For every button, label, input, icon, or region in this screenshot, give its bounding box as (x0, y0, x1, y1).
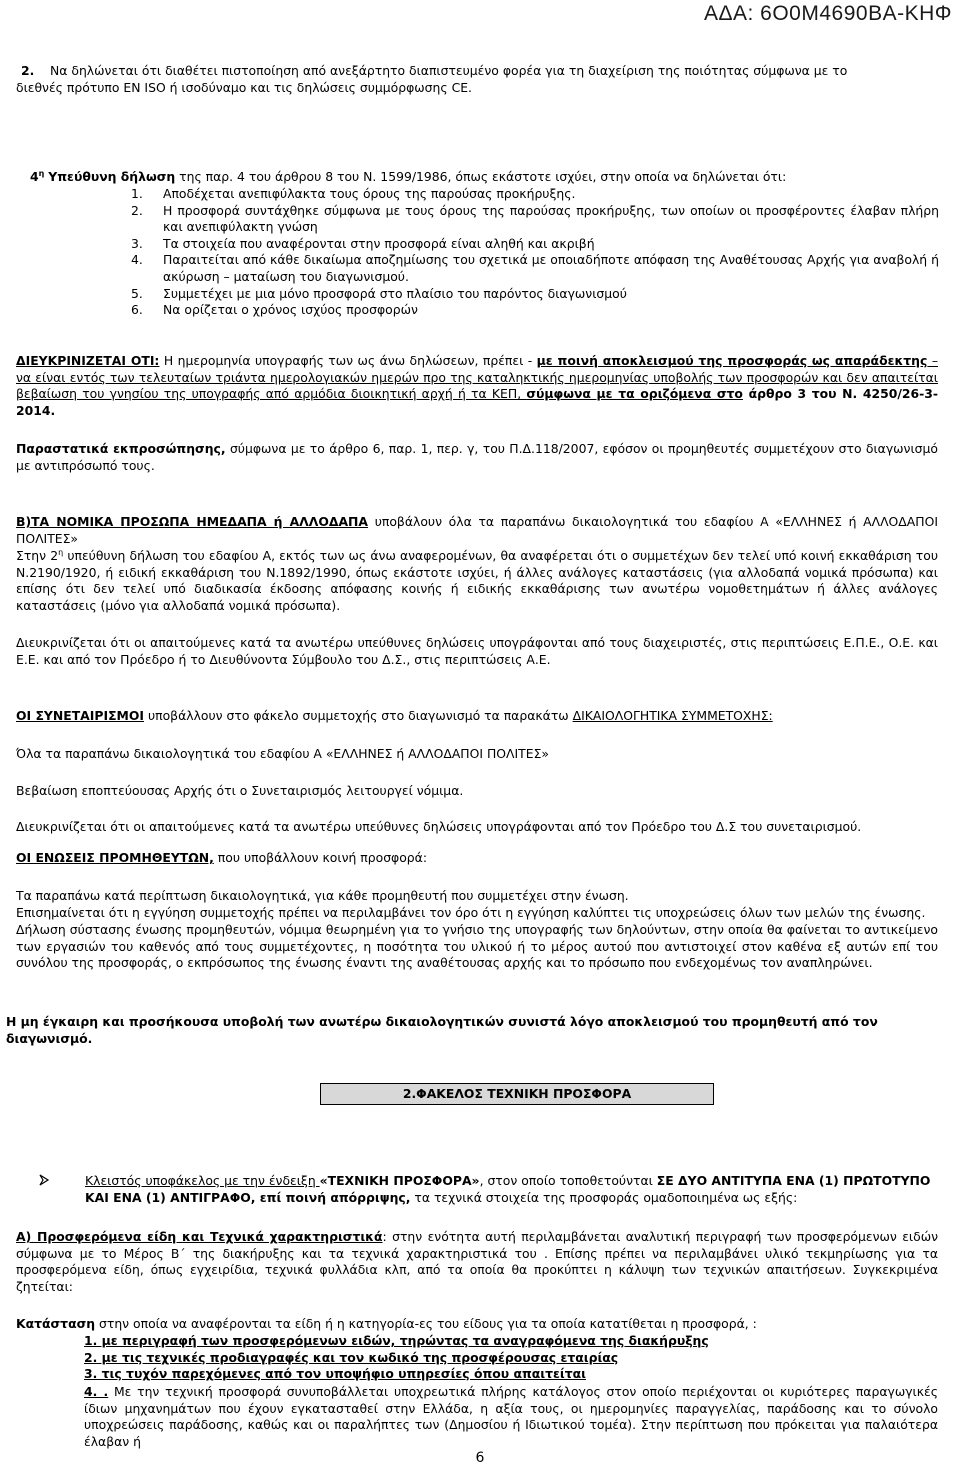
legal-entities-declaration: Στην $2^\eta$ υπεύθυνη δήλωση του εδαφίου Α, εκτός των ως άνω αναφερομένων, θα αναφέρεται ότι ο συμμετέχων δεν τελεί υπό κοινή εκκαθάριση του Ν.2190/1920, ή ειδική εκκαθάριση του Ν.1892/1990, όπως εκάστοτε ισχύει, ή άλλες ανάλογες καταστάσεις (για αλλοδαπά νομικά πρόσωπα) και επίσης ότι δεν τελεί υπό διαδικασία έκδοσης απόφασης κοινής ή ειδικής εκκαθάρισης των ανωτέρω νομοθετημάτων ή άλλες ανάλογες καταστάσεις (μόνο για αλλοδαπά νομικά πρόσωπα). (16, 547, 938, 613)
katastasi-item-4: 4. . Με την τεχνική προσφορά συνυποβάλλεται υποχρεωτικά πλήρης κατάλογος στον οποίο περιέχονται οι κυριότερες παραγωγικές ίδιων μηχανημάτων που έχουν εγκατασταθεί στην Ελλάδα, η αξία τους, οι ημερομηνίες παραγγελίας, παράδοσης και το σύνολο υποχρεώσεις παράδοσης, καθώς και οι παραλήπτες των (Δημοσίου ή Ιδιωτικού τομέα). Στην περίπτωση που πρόκειται για παλαιότερα έλαβαν ή (84, 1384, 938, 1449)
section-a-label: Α) Προσφερόμενα είδη και Τεχνικά χαρακτηριστικά (16, 1229, 383, 1244)
decl-number: 4 (30, 169, 39, 184)
arrow-bullet-icon (38, 1174, 50, 1190)
representation-paragraph: Παραστατικά εκπροσώπησης, σύμφωνα με το άρθρο 6, παρ. 1, περ. γ, του Π.Δ.118/2007, εφόσον οι προμηθευτές συμμετέχουν στο διαγωνισμό με αντιπρόσωπό τους. (16, 441, 938, 473)
katastasi-label: Κατάσταση (16, 1316, 96, 1331)
list-item: 6. Να ορίζεται ο χρόνος ισχύος προσφορών (131, 302, 418, 318)
list-item: 1. με περιγραφή των προσφερόμενων ειδών, τηρώντας τα αναγραφόμενα της διακήρυξης (84, 1333, 709, 1348)
declaration-4-heading (30, 169, 952, 186)
cooperatives-label: ΟΙ ΣΥΝΕΤΑΙΡΙΣΜΟΙ (16, 708, 145, 723)
intro-line1: Να δηλώνεται ότι διαθέτει πιστοποίηση από ανεξάρτητο διαπιστευμένο φορέα για τη διαχείριση της ποιότητας σύμφωνα με το (50, 63, 848, 78)
ada-header-id: ΑΔΑ: 6Ο0Μ4690ΒΑ-ΚΗΦ (703, 2, 952, 25)
cooperatives-p3: Διευκρινίζεται ότι οι απαιτούμενες κατά τα ανωτέρω υπεύθυνες δηλώσεις υπογράφονται από τον Πρόεδρο του Δ.Σ του συνεταιρισμού. (16, 819, 862, 834)
intro-paragraph (16, 63, 938, 96)
page-number: 6 (475, 1450, 485, 1466)
legal-entities-signers: Διευκρινίζεται ότι οι απαιτούμενες κατά τα ανωτέρω υπεύθυνες δηλώσεις υπογράφονται από τους διαχειριστές, στις περιπτώσεις Ε.Π.Ε., Ο.Ε. και Ε.Ε. και από τον Πρόεδρο ή το Διευθύνοντα Σύμβουλο του Δ.Σ., στις περιπτώσεις Α.Ε. (16, 635, 938, 667)
declaration-list (131, 186, 939, 319)
section-a-paragraph: Α) Προσφερόμενα είδη και Τεχνικά χαρακτηριστικά: στην ενότητα αυτή περιλαμβάνεται αναλυτική περιγραφή των προσφερόμενων ειδών σύμφωνα με το Μέρος Β΄ της διακήρυξης και τα τεχνικά χαρακτηριστικά του . Επίσης πρέπει να περιλαμβάνει υλικό τεκμηρίωσης για τα προσφερόμενα είδη, όπως εγχειρίδια, τεχνικά φυλλάδια κλπ, από τα οποία θα προκύπτει η κάλυψη των τεχνικών απαιτήσεων. Συγκεκριμένα ζητείται: (16, 1229, 938, 1294)
list-item: 3. Τα στοιχεία που αναφέρονται στην προσφορά είναι αληθή και ακριβή (131, 235, 595, 251)
clarification-label: ΔΙΕΥΚΡΙΝΙΖΕΤΑΙ ΟΤΙ: (16, 353, 160, 368)
cooperatives-p1: Όλα τα παραπάνω δικαιολογητικά του εδαφίου Α «ΕΛΛΗΝΕΣ ή ΑΛΛΟΔΑΠΟΙ ΠΟΛΙΤΕΣ» (16, 746, 549, 761)
list-item: 2. με τις τεχνικές προδιαγραφές και τον κωδικό της προσφέρουσας εταιρίας (84, 1349, 619, 1365)
legal-entities-label: Β)ΤΑ ΝΟΜΙΚΑ ΠΡΟΣΩΠΑ ΗΜΕΔΑΠΑ ή ΑΛΛΟΔΑΠΑ (16, 514, 369, 529)
list-item: 1. Αποδέχεται ανεπιφύλακτα τους όρους της παρούσας προκήρυξης. (131, 186, 576, 201)
exclusion-notice: Η μη έγκαιρη και προσήκουσα υποβολή των ανωτέρω δικαιολογητικών συνιστά λόγο αποκλεισμού του προμηθευτή από τον διαγωνισμό. (6, 1014, 878, 1046)
representation-label: Παραστατικά εκπροσώπησης, (16, 441, 226, 456)
list-item: 4. Παραιτείται από κάθε δικαίωμα αποζημίωσης του σχετικά με οποιαδήποτε απόφαση της Αναθέτουσας Αρχής για αναβολή ή ακύρωση – ματαίωση του διαγωνισμού. (131, 252, 939, 284)
clarification-paragraph: ΔΙΕΥΚΡΙΝΙΖΕΤΑΙ ΟΤΙ: Η ημερομηνία υπογραφής των ως άνω δηλώσεων, πρέπει - με ποινή αποκλεισμού της προσφοράς ως απαράδεκτης –να είναι εντός των τελευταίων τριάντα ημερολογιακών ημερών προ της καταληκτικής ημερομηνίας υποβολής των προσφορών και δεν απαιτείται βεβαίωση του γνησίου της υπογραφής από αρμόδια διοικητική αρχή ή τα ΚΕΠ, σύμφωνα με τα οριζόμενα στο άρθρο 3 του Ν. 4250/26-3-2014. (16, 353, 939, 418)
decl-title: Υπεύθυνη δήλωση (48, 169, 176, 184)
technical-envelope-paragraph: Κλειστός υποφάκελος με την ένδειξη «ΤΕΧΝΙΚΗ ΠΡΟΣΦΟΡΑ», στον οποίο τοποθετούνται ΣΕ ΔΥΟ ΑΝΤΙΤΥΠΑ ΕΝΑ (1) ΠΡΩΤΟΤΥΠΟ ΚΑΙ ΕΝΑ (1) ΑΝΤΙΓΡΑΦΟ, επί ποινή απόρριψης, τα τεχνικά στοιχεία της προσφοράς ομαδοποιημένα ως εξής: (85, 1173, 931, 1205)
decl-rest: της παρ. 4 του άρθρου 8 του Ν. 1599/1986, όπως εκάστοτε ισχύει, στην οποία να δηλώνεται ότι: (179, 169, 787, 184)
unions-heading: ΟΙ ΕΝΩΣΕΙΣ ΠΡΟΜΗΘΕΥΤΩΝ, που υποβάλλουν κοινή προσφορά: (16, 850, 428, 865)
list-item: 5. Συμμετέχει με μια μόνο προσφορά στο πλαίσιο του παρόντος διαγωνισμού (131, 285, 627, 301)
list-item: 3. τις τυχόν παρεχόμενες από τον υποψήφιο υπηρεσίες όπου απαιτείται (84, 1366, 586, 1382)
section-technical-offer-title: 2.ΦΑΚΕΛΟΣ ΤΕΧΝΙΚΗ ΠΡΟΣΦΟΡΑ (320, 1083, 714, 1105)
intro-line2: διεθνές πρότυπο EN ISO ή ισοδύναμο και τις δηλώσεις συμμόρφωσης CE. (16, 79, 472, 95)
cooperatives-heading: ΟΙ ΣΥΝΕΤΑΙΡΙΣΜΟΙ υποβάλλουν στο φάκελο συμμετοχής στο διαγωνισμό τα παρακάτω ΔΙΚΑΙΟΛΟΓΗΤΙΚΑ ΣΥΜΜΕΤΟΧΗΣ: (16, 708, 773, 723)
unions-p3: Δήλωση σύστασης ένωσης προμηθευτών, νόμιμα θεωρημένη για το γνήσιο της υπογραφής των δηλούντων, στην οποία θα φαίνεται το αντικείμενο των εργασιών του καθενός από τους συμμετέχοντες, η ποσότητα του υλικού ή το μέρος αυτού που αντιστοιχεί στον καθένα εξ αυτών επί του συνόλου της προσφοράς, ο εκπρόσωπος της ένωσης έναντι της αναθέτουσας αρχής και το πρόσωπο που ενδεχομένως τον αναπληρώνει. (16, 922, 938, 971)
unions-p2: Επισημαίνεται ότι η εγγύηση συμμετοχής πρέπει να περιλαμβάνει τον όρο ότι η εγγύηση καλύπτει τις υποχρεώσεις όλων των μελών της ένωσης. (16, 905, 926, 920)
decl-sup: η (38, 168, 45, 178)
intro-number: 2. (21, 63, 35, 78)
katastasi-list (84, 1333, 938, 1383)
katastasi-heading: Κατάσταση στην οποία να αναφέρονται τα είδη ή η κατηγορία-ες του είδους για τα οποία κατατίθεται η προσφορά, : (16, 1316, 757, 1331)
legal-entities-paragraph: Β)ΤΑ ΝΟΜΙΚΑ ΠΡΟΣΩΠΑ ΗΜΕΔΑΠΑ ή ΑΛΛΟΔΑΠΑ υποβάλουν όλα τα παραπάνω δικαιολογητικά του εδαφίου Α «ΕΛΛΗΝΕΣ ή ΑΛΛΟΔΑΠΟΙ ΠΟΛΙΤΕΣ» (16, 514, 938, 546)
unions-p1: Τα παραπάνω κατά περίπτωση δικαιολογητικά, για κάθε προμηθευτή που συμμετέχει στην ένωση. (16, 888, 629, 903)
list-item: 2. Η προσφορά συντάχθηκε σύμφωνα με τους όρους της παρούσας προκήρυξης, των οποίων οι προσφέροντες έλαβαν πλήρη και ανεπιφύλακτη γνώση (131, 202, 939, 235)
cooperatives-p2: Βεβαίωση εποπτεύουσας Αρχής ότι ο Συνεταιρισμός λειτουργεί νόμιμα. (16, 783, 464, 798)
unions-label: ΟΙ ΕΝΩΣΕΙΣ ΠΡΟΜΗΘΕΥΤΩΝ, (16, 850, 214, 865)
